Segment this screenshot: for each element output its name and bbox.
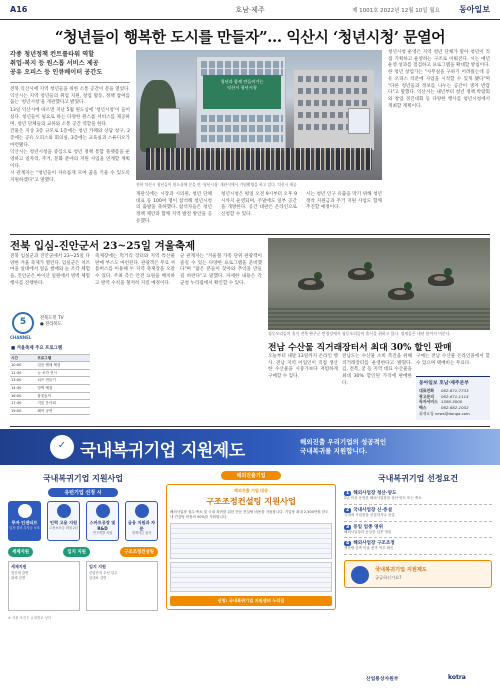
table-cell: 17:30 — [10, 400, 36, 408]
festival-schedule-table — [10, 346, 90, 415]
article-column: 개관식에는 시장과 시의원, 청년 단체 대표 등 100여 명이 참석해 청년시청의 출발을 축하했다. 참석자들은 청년 정책 제안과 함께 지역 발전 방안을 공유했다. — [136, 192, 212, 224]
table-header-cell: 프로그램 — [36, 354, 90, 362]
panel-title: 국내복귀기업 선정요건 — [377, 474, 459, 483]
support-box — [8, 501, 41, 541]
window-row — [201, 115, 283, 122]
requirement-title: 동일 업종 영위 — [353, 524, 384, 530]
contact-box — [416, 376, 490, 420]
headline-festival: 전북 입심-진안군서 23~25일 겨울축제 — [10, 240, 196, 252]
consulting-apply-bar: 신청: 국내복귀기업 지원센터 누리집 — [170, 596, 332, 606]
requirement-title: 해외사업장 구조조정 — [353, 541, 395, 547]
coin-icon — [18, 504, 32, 518]
contact-value: 062-682-1052 — [441, 404, 469, 410]
duck-head — [404, 282, 412, 290]
panel-title: 국내복귀기업 지원사업 — [42, 474, 124, 483]
ad-header — [0, 429, 500, 465]
article-column: 전북 임실군과 진안군에서 23~25일 다양한 겨울 축제가 열린다. 임실군은 치즈 마을 일대에서 얼음 썰매와 눈 조각 체험을, 진안군은 마이산 일원에서 빙벽 체험 행사를 진행한다. — [10, 254, 90, 286]
article-column: 전남도는 수산물 소비 촉진을 위해 직거래장터를 운영한다고 밝혔다. 김, 전복, 굴 등 지역 대표 수산물을 최대 30% 할인된 가격에 판매한다. — [342, 354, 412, 386]
contact-box-title: 동아일보 호남·제주본부 — [419, 381, 469, 386]
requirement-item — [344, 505, 492, 522]
consulting-tag: 해외진출 기업 대상 — [234, 488, 268, 493]
crowd-shape — [146, 148, 372, 170]
duck-head — [444, 268, 452, 276]
article-column: 청년시청 운영은 지역 청년 단체가 맡아 청년이 직접 기획하고 운영하는 구조로 이뤄진다. 시는 매년 운영 성과를 점검하고 프로그램을 확대할 방침이다. 한 청년 창업가는 "사무실을 구하기 어려웠는데 공유 오피스 덕분에 사업을 시작할 수 있게 됐다"며 "다른 청년들과 정보를 나누는 공간이 생겨 반갑다"고 말했다. 익산시는 내년부터 청년 정책 박람회와 창업 경진대회 등 다양한 행사를 청년시청에서 개최할 계획이다. — [388, 50, 490, 109]
support-note: ※ 지원 조건은 유형별로 상이 — [8, 616, 52, 620]
support-label: 투자 인센티브 — [11, 520, 38, 525]
requirement-number: 3 — [346, 524, 350, 530]
support-box — [47, 501, 80, 541]
building-shape — [196, 56, 286, 151]
section-divider — [10, 234, 490, 235]
people-icon — [57, 504, 71, 518]
news-photo-ducks — [268, 238, 490, 330]
table-cell: 불꽃놀이 — [36, 392, 90, 400]
contact-value: 1588-3000 — [441, 399, 463, 405]
issue-date: 제 1001호 2022년 12월 10일 월요 — [352, 8, 440, 14]
duck-shape — [428, 274, 454, 286]
table-cell: 빙벽 체험 — [36, 384, 90, 392]
support-icon-row — [8, 501, 158, 541]
window-row — [298, 88, 370, 94]
paragraph: 전북 익산시에 지역 청년들을 위한 소통 공간이 문을 열었다. 익산시는 지역 청년들의 취업 지원, 창업 활동, 정책 참여를 돕는 '청년시청'을 개관했다고 밝혔다. — [10, 87, 130, 106]
table-row — [10, 392, 90, 400]
support-detail-row — [8, 561, 158, 611]
inquiry-subtitle: 궁금하신가요? — [375, 575, 402, 581]
headline-main: “청년들이 행복한 도시를 만들자”… 익산시 ‘청년시청’ 문열어 — [54, 28, 446, 46]
detail-text: 산업단지 우선 입주 임대료 감면 — [89, 571, 118, 580]
table-cell: 13:00 — [10, 377, 36, 385]
duck-wing — [304, 280, 316, 285]
detail-box — [86, 561, 158, 611]
table-cell: 겨울 음악회 — [36, 400, 90, 408]
duck-shape — [298, 278, 324, 290]
news-photo-youth-hall — [136, 50, 382, 180]
detail-box — [8, 561, 80, 611]
ministry-logo: 산업통상자원부 — [366, 677, 399, 682]
support-tag: 입지 지원 — [63, 547, 90, 557]
panel-pill: 해외진출기업 — [221, 471, 281, 480]
support-box — [125, 501, 158, 541]
paragraph: 시 관계자는 "청년들이 자유롭게 모여 꿈을 키울 수 있도록 지원하겠다"고 말했다. — [10, 171, 130, 184]
table-row — [10, 362, 90, 370]
section-name: 호남·제주 — [235, 6, 265, 14]
contact-label: 광고문의 — [419, 393, 435, 399]
ad-panel-requirements — [344, 469, 492, 683]
consulting-title: 구조조정컨설팅 지원사업 — [206, 496, 296, 506]
support-detail: 연구개발 지원 — [92, 531, 113, 535]
contact-label: 대표전화 — [419, 388, 435, 393]
duck-wing — [434, 276, 446, 281]
requirement-item — [344, 522, 492, 539]
inquiry-card — [344, 560, 492, 588]
requirement-number: 1 — [346, 491, 350, 496]
requirement-text: 국내에 사업장을 신설하거나 증설 — [344, 512, 395, 517]
table-title: ■ 겨울축제 주요 프로그램 — [10, 346, 90, 354]
bank-icon — [135, 504, 149, 518]
table-row — [10, 377, 90, 385]
window-row — [201, 135, 283, 142]
ad-panel-support — [8, 469, 158, 683]
duck-wing — [394, 290, 406, 295]
ad-panel-consulting — [166, 469, 336, 683]
factory-icon — [96, 504, 110, 518]
channel-5-logo — [12, 312, 34, 334]
lead-column — [10, 50, 130, 186]
requirement-number: 4 — [346, 541, 350, 547]
channel-5-box — [10, 312, 90, 342]
paragraph: 건물은 지상 3층 규모로 1층에는 청년 카페와 상담 창구, 2층에는 공유 오피스와 회의실, 3층에는 교육실과 스튜디오가 마련됐다. — [10, 129, 130, 148]
page-number: A16 — [10, 5, 28, 14]
consulting-card — [166, 484, 336, 610]
support-tag: 구조조정컨설팅 — [120, 547, 158, 557]
table-cell: 14:30 — [10, 384, 36, 392]
contact-value: 062-671-1114 — [441, 393, 469, 399]
kotra-logo: kotra — [448, 674, 466, 681]
support-tag: 세제지원 — [8, 547, 33, 557]
requirement-text: 2년 이상 운영한 해외사업장을 청산·양도 또는 축소 — [344, 496, 422, 500]
check-icon — [50, 435, 74, 459]
headline-seafood: 전남 수산물 직거래장터서 최대 30% 할인 판매 — [268, 343, 452, 353]
window-row — [201, 61, 283, 68]
panel-pill: 유턴기업 선정 시 — [48, 488, 118, 497]
contact-email: 취재요청 news@donga.com — [419, 411, 470, 417]
requirement-item — [344, 488, 492, 505]
ad-subtitle: 해외진출 우리기업의 성공적인 국내복귀를 지원합니다. — [300, 438, 387, 455]
support-detail: 입지·설비 투자금 보조 — [9, 525, 40, 530]
requirement-text: 해외사업장과 동일한 업종 영위 — [344, 529, 392, 534]
support-label: 스마트공장 및 R&D — [89, 520, 116, 531]
duck-shape — [348, 268, 374, 280]
ad-title: 국내복귀기업 지원제도 — [80, 441, 245, 461]
channel-info: 전북도민 TV ● 전라북도 — [40, 316, 64, 327]
paragraph: 13일 익산시에 따르면 지난 5월 원도심에 '청년시청'이 들어섰다. 청년들이 필요로 하는 다양한 원스톱 서비스를 제공하며, 청년 단체들의 교류와 소통 공간 역할을 한다. — [10, 108, 130, 127]
requirement-title: 해외사업장 청산·양도 — [353, 491, 397, 496]
application-form-image — [170, 523, 332, 559]
table-cell: 16:00 — [10, 392, 36, 400]
article-column: 군 관계자는 "겨울철 가족 단위 관광객이 즐길 수 있는 다양한 프로그램을 준비했다"며 "많은 분들이 찾아와 추억을 만들길 바란다"고 말했다. 자세한 내용은 각 군청 누리집에서 확인할 수 있다. — [180, 254, 262, 286]
water-shape — [268, 308, 490, 330]
building-sign-text: 청년과 함께 만들어가는 익산시 청년시청 — [220, 79, 264, 90]
newspaper-logo: 동아일보 — [459, 4, 490, 14]
advertisement — [0, 429, 500, 691]
table-cell: 치즈 만들기 — [36, 377, 90, 385]
table-cell: 10:00 — [10, 362, 36, 370]
paragraph: 익산시는 청년시청을 중심으로 청년 정책 통합 플랫폼을 운영하고 일자리, 주거, 문화 분야의 지원 사업을 연계할 계획이다. — [10, 150, 130, 169]
requirement-number: 2 — [346, 507, 350, 513]
article-column: 청년시청은 평일 오전 9시부터 오후 9시까지 운영되며, 주말에도 일부 공간을 개방한다. 공간 대관은 온라인으로 신청할 수 있다. — [221, 192, 297, 218]
table-row — [10, 369, 90, 377]
requirement-text: 생산량 감축 비율 충족 여부 확인 — [344, 546, 394, 551]
banner-shape — [348, 108, 370, 134]
detail-label: 세제지원 — [11, 564, 27, 569]
masthead — [0, 0, 500, 20]
duck-head — [364, 262, 372, 270]
contact-value: 062-671-7733 — [441, 388, 469, 393]
contact-row — [419, 405, 487, 411]
banner-shape — [158, 108, 180, 134]
contact-label: 독자서비스 — [419, 399, 438, 405]
inquiry-title: 국내복귀기업 지원제도 — [375, 567, 427, 574]
support-label: 금융 지원과 자문 — [127, 520, 156, 531]
support-detail: 정책자금 융자 — [131, 531, 152, 535]
table-header-cell: 시간 — [10, 354, 36, 362]
channel-number: 5 — [19, 317, 27, 327]
photo-caption: 전북 익산시 청년들이 원도심에 문을 연 '청년시청' 개관식에서 기념촬영을 하고 있다. 익산시 제공 — [136, 182, 297, 187]
contact-label: 팩스 — [419, 404, 427, 410]
window-row — [298, 76, 370, 82]
duck-head — [314, 272, 322, 280]
table-cell: 얼음 썰매 체험 — [36, 362, 90, 370]
support-tag-row — [8, 547, 158, 557]
table-cell: 11:30 — [10, 369, 36, 377]
section-divider — [10, 426, 490, 427]
support-label: 인력 고용 지원 — [49, 520, 78, 525]
support-box — [86, 501, 119, 541]
table-row — [10, 384, 90, 392]
article-column: 구매는 전남 수산물 온라인몰에서 할 수 있으며 택배비는 무료다. — [416, 354, 490, 366]
check-glyph: ✓ — [57, 440, 67, 451]
duck-shape — [388, 288, 414, 300]
duck-wing — [354, 270, 366, 275]
table-row — [10, 407, 90, 415]
channel-label: CHANNEL — [10, 335, 32, 340]
article-column: 오늘부터 내달 13일까지 온라인 행사. 전남 지역 어업인이 직접 생산한 수산물을 시중가보다 저렴하게 구매할 수 있다. — [268, 354, 338, 380]
detail-label: 입지 지원 — [89, 564, 106, 569]
table-header — [10, 354, 90, 362]
photo-caption: 청둥오리들의 휴식 전북 완주군 만경강에서 청둥오리들이 휴식을 취하고 있다. 철새들은 내년 봄까지 머문다. — [268, 331, 451, 336]
table-cell: 폐막 공연 — [36, 407, 90, 415]
mascot-icon — [351, 566, 369, 584]
subheadline: 각종 청년정책 컨트롤타워 역할 취업·복지 등 원스톱 서비스 제공 공유 오피스 등 인큐베이터 공간도 — [10, 50, 130, 83]
requirement-title: 국내사업장 신·증설 — [353, 507, 393, 513]
table-cell: 19:00 — [10, 407, 36, 415]
article-column: 축제장에는 먹거리 장터와 지역 특산물 판매 부스도 마련된다. 관광객은 무료 셔틀버스를 이용해 두 지역 축제장을 오갈 수 있다. 주최 측은 안전 요원을 배치하고 방역 수칙을 철저히 지킬 예정이다. — [95, 254, 175, 286]
support-detail: 고용보조금 최대 2년 — [49, 525, 78, 530]
window-row — [298, 100, 370, 106]
requirement-item — [344, 538, 492, 555]
article-column: 시는 청년 인구 유출을 막기 위해 청년 정착 지원금과 주거 지원 사업도 함께 추진할 예정이다. — [306, 192, 382, 211]
consulting-text: 해외사업장 철수·축소 및 국내 복귀를 위한 전문 컨설팅 비용을 지원합니다. 기업당 최대 2,500만원 한도 내 컨설팅 비용의 50%를 지원합니다. — [170, 510, 329, 519]
article-body — [10, 87, 130, 185]
application-form-image — [170, 562, 332, 592]
table-cell: 눈 조각 전시 — [36, 369, 90, 377]
table-row — [10, 400, 90, 408]
detail-text: 법인세 감면 관세 감면 — [11, 571, 29, 580]
window-row — [201, 125, 283, 132]
